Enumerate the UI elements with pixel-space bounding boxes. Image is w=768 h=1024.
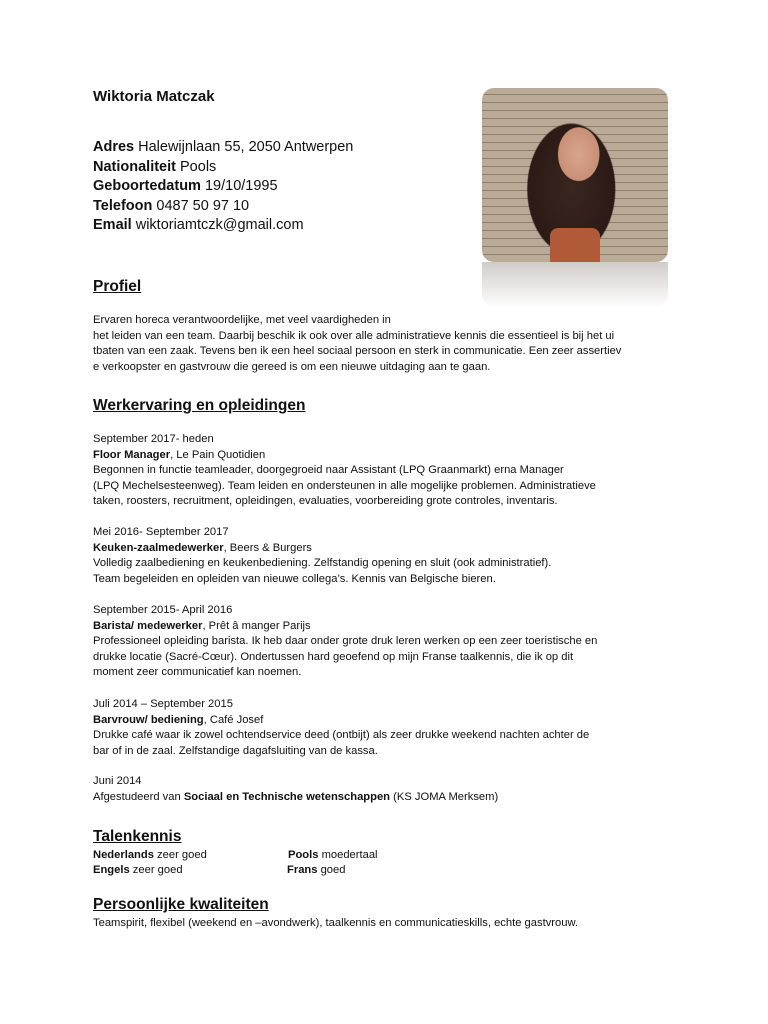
experience-entry: September 2015- April 2016 Barista/ medewerker, Prêt â manger Parijs Professioneel opleiding barista. Ik heb daar onder grote druk leren werken op een zeer toeristische en drukke locatie (Sacré-Cœur). Ondertussen hard geoefend op mijn Franse taalkennis, die ik op dit moment zeer communicatief kan noemen. <box>93 603 693 681</box>
entry-date: Juli 2014 – September 2015 <box>93 698 233 710</box>
photo-shirt <box>550 228 600 262</box>
experience-heading: Werkervaring en opleidingen <box>93 397 306 414</box>
language-item: Frans goed <box>287 864 346 876</box>
entry-date: September 2017- heden <box>93 433 214 445</box>
qualities-text: Teamspirit, flexibel (weekend en –avondwerk), taalkennis en communicatieskills, echte gastvrouw. <box>93 917 579 929</box>
contact-email: Email wiktoriamtczk@gmail.com <box>93 217 304 233</box>
entry-title: Keuken-zaalmedewerker, Beers & Burgers <box>93 541 312 554</box>
experience-entry: Juli 2014 – September 2015 Barvrouw/ bediening, Café Josef Drukke café waar ik zowel ochtendservice deed (ontbijt) als zeer drukke weekend nachten achter de bar of in de zaal. Zelfstandige dagafsluiting van de kassa. <box>93 697 693 759</box>
experience-entry: Mei 2016- September 2017 Keuken-zaalmedewerker, Beers & Burgers Volledig zaalbediening en keukenbediening. Zelfstandig opening en sluit (ook administratief). Team begeleiden en opleiden van nieuwe collega’s. Kennis van Belgische bieren. <box>93 525 693 587</box>
contact-phone: Telefoon 0487 50 97 10 <box>93 197 250 214</box>
contact-birthdate: Geboortedatum 19/10/1995 <box>93 178 278 194</box>
entry-title: Floor Manager, Le Pain Quotidien <box>93 448 266 461</box>
entry-title: Barista/ medewerker, Prêt â manger Parijs <box>93 619 311 632</box>
language-item: Engels zeer goed <box>93 864 183 876</box>
languages-heading: Talenkennis <box>93 828 182 845</box>
language-item: Nederlands zeer goed <box>93 849 207 861</box>
entry-date: Mei 2016- September 2017 <box>93 526 229 538</box>
profile-text: Ervaren horeca verantwoordelijke, met veel vaardigheden in het leiden van een team. Daarbij beschik ik ook over alle administratieve kennis die essentieel is bij het ui tbaten van een zaak. Tevens ben ik een heel sociaal persoon en sterk in communicatie. Een zeer assertiev e verkoopster en gastvrouw die gereed is om een nieuwe uitdaging aan te gaan. <box>93 314 622 373</box>
profile-photo <box>482 88 668 262</box>
education-entry: Juni 2014 Afgestudeerd van Sociaal en Technische wetenschappen (KS JOMA Merksem) <box>93 774 693 805</box>
profile-heading: Profiel <box>93 278 142 295</box>
language-item: Pools moedertaal <box>288 849 378 861</box>
entry-title: Barvrouw/ bediening, Café Josef <box>93 713 264 726</box>
entry-date: September 2015- April 2016 <box>93 604 233 616</box>
cv-name: Wiktoria Matczak <box>93 88 215 105</box>
contact-address: Adres Halewijnlaan 55, 2050 Antwerpen <box>93 139 354 155</box>
qualities-heading: Persoonlijke kwaliteiten <box>93 896 269 913</box>
contact-block <box>93 138 353 236</box>
photo-reflection <box>482 262 668 308</box>
entry-date: Juni 2014 <box>93 775 142 787</box>
experience-entry: September 2017- heden Floor Manager, Le Pain Quotidien Begonnen in functie teamleader, doorgegroeid naar Assistant (LPQ Graanmarkt) erna Manager (LPQ Mechelsesteenweg). Team leiden en ondersteunen in alle mogelijke problemen. Administratieve taken, roosters, recruitment, opleidingen, evaluaties, voorbereiding grote controles, inventaris. <box>93 432 693 510</box>
contact-nationality: Nationaliteit Pools <box>93 158 217 175</box>
